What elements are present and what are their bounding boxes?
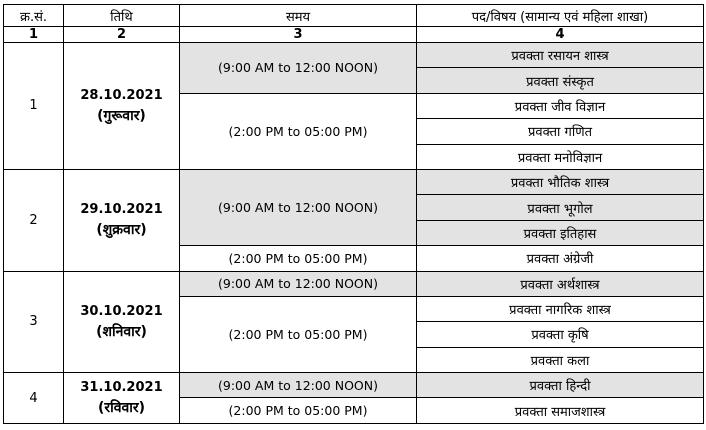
subject-cell: प्रवक्ता समाजशास्त्र	[417, 398, 704, 424]
exam-date: 29.10.2021	[80, 202, 163, 218]
exam-date: 28.10.2021	[80, 87, 163, 103]
column-number: 3	[180, 27, 417, 43]
exam-day: (गुरूवार)	[97, 107, 146, 124]
subject-cell: प्रवक्ता अर्थशास्त्र	[417, 271, 704, 296]
exam-date-cell	[64, 373, 180, 424]
exam-day: (शनिवार)	[96, 323, 147, 340]
table-row	[4, 169, 704, 194]
subject-cell: प्रवक्ता रसायन शास्त्र	[417, 43, 704, 68]
column-number: 4	[417, 27, 704, 43]
subject-cell: प्रवक्ता अंग्रेजी	[417, 246, 704, 271]
header-row	[4, 5, 704, 27]
table-row	[4, 271, 704, 296]
time-slot-morning: (9:00 AM to 12:00 NOON)	[180, 43, 417, 94]
exam-schedule-table	[3, 4, 704, 424]
time-slot-afternoon: (2:00 PM to 05:00 PM)	[180, 398, 417, 424]
exam-date: 30.10.2021	[80, 303, 163, 319]
time-slot-morning: (9:00 AM to 12:00 NOON)	[180, 169, 417, 245]
header-serial: क्र.सं.	[4, 5, 64, 27]
subject-cell: प्रवक्ता भूगोल	[417, 195, 704, 220]
serial-number: 1	[4, 43, 64, 170]
exam-date-cell	[64, 43, 180, 170]
time-slot-morning: (9:00 AM to 12:00 NOON)	[180, 271, 417, 296]
subject-cell: प्रवक्ता हिन्दी	[417, 373, 704, 398]
exam-day: (शुक्रवार)	[96, 222, 147, 239]
serial-number: 2	[4, 169, 64, 271]
column-number: 2	[64, 27, 180, 43]
column-number-row	[4, 27, 704, 43]
time-slot-morning: (9:00 AM to 12:00 NOON)	[180, 373, 417, 398]
time-slot-afternoon: (2:00 PM to 05:00 PM)	[180, 246, 417, 271]
header-date: तिथि	[64, 5, 180, 27]
exam-date: 31.10.2021	[80, 380, 163, 396]
time-slot-afternoon: (2:00 PM to 05:00 PM)	[180, 296, 417, 372]
header-time: समय	[180, 5, 417, 27]
header-subject: पद/विषय (सामान्य एवं महिला शाखा)	[417, 5, 704, 27]
table-row	[4, 43, 704, 68]
subject-cell: प्रवक्ता कृषि	[417, 322, 704, 347]
subject-cell: प्रवक्ता इतिहास	[417, 220, 704, 245]
subject-cell: प्रवक्ता गणित	[417, 119, 704, 144]
exam-date-cell	[64, 169, 180, 271]
time-slot-afternoon: (2:00 PM to 05:00 PM)	[180, 93, 417, 169]
table-row	[4, 373, 704, 398]
subject-cell: प्रवक्ता नागरिक शास्त्र	[417, 296, 704, 321]
exam-day: (रविवार)	[97, 400, 146, 417]
column-number: 1	[4, 27, 64, 43]
exam-date-cell	[64, 271, 180, 373]
subject-cell: प्रवक्ता कला	[417, 347, 704, 372]
serial-number: 4	[4, 373, 64, 424]
subject-cell: प्रवक्ता मनोविज्ञान	[417, 144, 704, 169]
subject-cell: प्रवक्ता जीव विज्ञान	[417, 93, 704, 118]
subject-cell: प्रवक्ता भौतिक शास्त्र	[417, 169, 704, 194]
subject-cell: प्रवक्ता संस्कृत	[417, 68, 704, 93]
serial-number: 3	[4, 271, 64, 373]
